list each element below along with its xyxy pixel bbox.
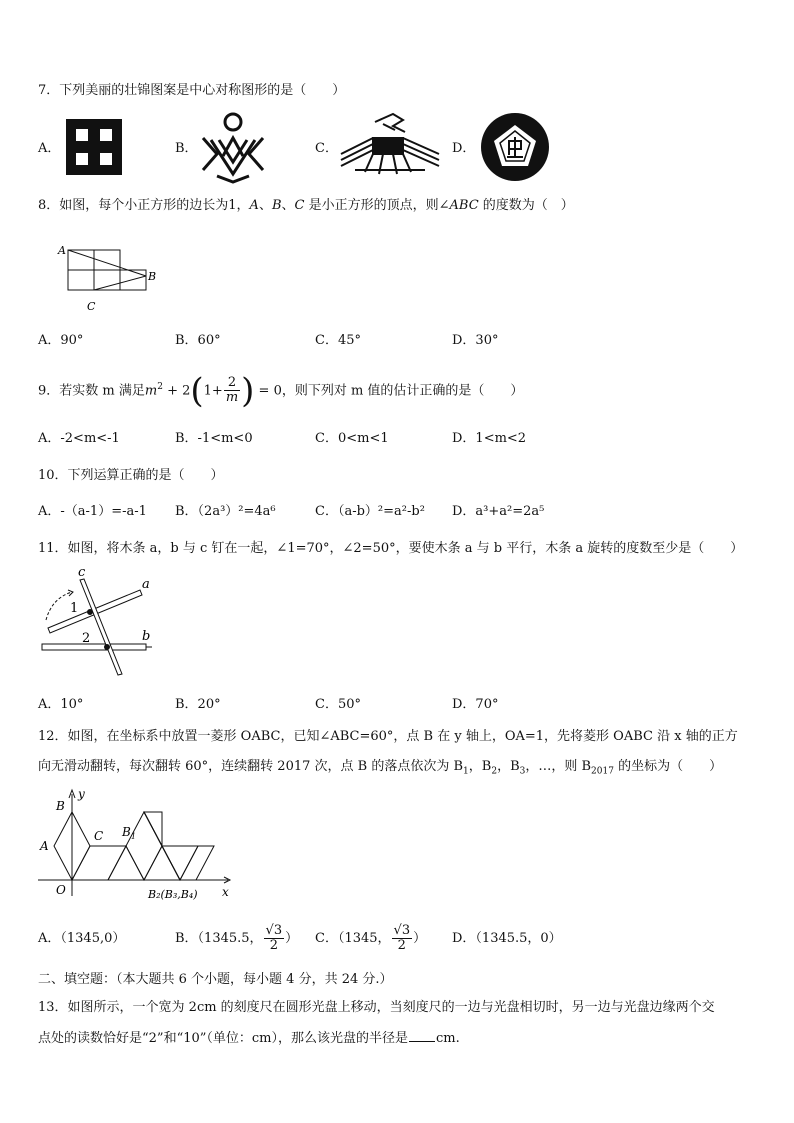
q11-option-b: B．20° <box>175 697 221 712</box>
q9-fraction <box>224 376 240 405</box>
q8-stem-suffix: 的度数为（ ） <box>478 198 574 213</box>
q12-sep2: ，B <box>497 759 520 774</box>
q12-fig-label-c: C <box>94 829 104 843</box>
q13-line2-prefix: 点处的读数恰好是“2”和“10”（单位：cm），那么该光盘的半径是 <box>38 1031 409 1046</box>
q12-line2-mid: ，…，则 B <box>525 759 592 774</box>
q9-plus-two: + 2 <box>162 383 191 399</box>
q12-sub1: 1 <box>463 766 469 777</box>
bird-pattern-icon <box>197 110 269 184</box>
q8-fig-label-c: C <box>87 300 96 313</box>
q9-stem-suffix: ，则下列对 m 值的估计正确的是（ ） <box>281 383 524 399</box>
q9-left-paren: ( <box>190 370 204 411</box>
q8-option-c: C．45° <box>315 333 361 348</box>
q12-option-c-num: √3 <box>393 923 411 938</box>
q10-stem: 10．下列运算正确的是（ ） <box>38 468 224 483</box>
section-heading-fill-in: 二、填空题：（本大题共 6 个小题，每小题 4 分，共 24 分.） <box>38 972 393 987</box>
q8-option-a: A．90° <box>38 333 84 348</box>
q12-option-c-fraction <box>392 924 413 953</box>
q12-stem-line1: 12．如图，在坐标系中放置一菱形 OABC，已知∠ABC=60°，点 B 在 y 轴上，OA=1，先将菱形 OABC 沿 x 轴的正方 <box>38 729 738 744</box>
q13-stem-line1: 13．如图所示，一个宽为 2cm 的刻度尺在圆形光盘上移动，当刻度尺的一边与光盘相切时，另一边与光盘边缘两个交 <box>38 1000 715 1015</box>
q8-option-b: B．60° <box>175 333 221 348</box>
q11-fig-label-2: 2 <box>82 631 91 646</box>
q11-fig-label-c: c <box>78 566 86 580</box>
q11-option-a: A．10° <box>38 697 84 712</box>
q11-fig-label-b: b <box>142 629 151 644</box>
q12-sub3: 3 <box>519 766 526 777</box>
q10-option-b: B．（2a³）²=4a⁶ <box>175 504 276 519</box>
q12-sep1: ，B <box>468 759 492 774</box>
q8-fig-label-a: A <box>58 244 66 257</box>
q9-option-d: D．1<m<2 <box>452 431 527 446</box>
q11-option-c: C．50° <box>315 697 361 712</box>
q7-stem: 7．下列美丽的壮锦图案是中心对称图形的是（ ） <box>38 83 346 98</box>
q12-option-d: D．（1345.5，0） <box>452 931 562 946</box>
q11-wood-strips-figure <box>36 566 156 681</box>
q12-fig-label-o: O <box>56 883 66 897</box>
q12-option-b-prefix: B．（1345.5， <box>175 931 263 946</box>
q12-fig-label-b: B <box>56 799 65 813</box>
q8-sep1: 、 <box>258 198 272 213</box>
q9-one-plus: 1+ <box>203 383 223 399</box>
q12-option-c-close: ） <box>413 931 427 946</box>
q9-option-b: B．-1<m<0 <box>175 431 253 446</box>
q12-option-b-den: 2 <box>269 938 278 953</box>
q9-option-a: A．-2<m<-1 <box>38 431 120 446</box>
q9-right-paren: ) <box>241 370 255 411</box>
q9-var-m: m <box>144 383 158 399</box>
q9-stem-prefix: 9．若实数 m 满足 <box>38 383 145 399</box>
q9-equals-zero: = 0 <box>254 383 282 399</box>
q12-stem-line2 <box>38 758 722 781</box>
q7-option-a-label: A． <box>38 141 61 156</box>
q12-line2-prefix: 向无滑动翻转，每次翻转 60°，连续翻转 2017 次，点 B 的落点依次为 B <box>38 759 464 774</box>
q7-option-d-label: D． <box>452 141 476 156</box>
q10-option-c: C．（a-b）²=a²-b² <box>315 504 425 519</box>
q12-option-b-num: √3 <box>265 923 283 938</box>
q11-fig-label-1: 1 <box>70 601 79 616</box>
q10-option-d: D．a³+a²=2a⁵ <box>452 504 545 519</box>
q8-option-d: D．30° <box>452 333 499 348</box>
q8-stem-prefix: 8．如图，每个小正方形的边长为1， <box>38 198 250 213</box>
q12-sub2: 2 <box>491 766 498 777</box>
bird-stairs-pattern-icon <box>335 110 445 180</box>
q10-option-a: A．-（a-1）=-a-1 <box>38 504 147 519</box>
q13-answer-blank[interactable] <box>409 1029 435 1042</box>
q13-stem-line2 <box>38 1029 460 1048</box>
q12-line2-suffix: 的坐标为（ ） <box>613 759 723 774</box>
q13-line2-suffix: cm. <box>436 1031 460 1046</box>
q7-option-b-label: B． <box>175 141 198 156</box>
q12-sub2017: 2017 <box>591 766 614 777</box>
q8-angle-abc: ABC <box>449 198 479 213</box>
q9-frac-den: m <box>225 390 239 406</box>
q7-option-c-label: C． <box>315 141 338 156</box>
q12-option-b-fraction <box>264 924 285 953</box>
swastika-pattern-icon <box>62 115 126 179</box>
q11-option-d: D．70° <box>452 697 499 712</box>
q8-stem <box>38 197 574 215</box>
q9-frac-num: 2 <box>224 376 240 391</box>
q8-point-a: A <box>249 198 259 213</box>
q12-fig-label-x: x <box>222 885 229 899</box>
q8-fig-label-b: B <box>148 270 157 283</box>
q12-option-c-prefix: C．（1345， <box>315 931 391 946</box>
q12-option-b-close: ） <box>285 931 299 946</box>
q12-fig-label-b1: $B_1$ <box>122 825 136 841</box>
q11-fig-label-a: a <box>142 577 150 592</box>
q11-stem: 11．如图，将木条 a，b 与 c 钉在一起，∠1=70°，∠2=50°，要使木条 a 与 b 平行，木条 a 旋转的度数至少是（ ） <box>38 541 744 556</box>
q12-option-c-den: 2 <box>397 938 406 953</box>
q12-option-b <box>175 918 298 960</box>
q9-stem <box>38 368 523 410</box>
q12-fig-label-a: A <box>40 839 49 853</box>
circle-pattern-icon <box>479 111 551 183</box>
q8-sep2: 、 <box>281 198 295 213</box>
q12-fig-label-y: y <box>78 787 85 801</box>
q12-fig-label-b2: B₂(B₃,B₄) <box>148 888 198 901</box>
q8-point-b: B <box>271 198 282 213</box>
q12-option-c <box>315 918 426 960</box>
q8-stem-mid: 是小正方形的顶点，则∠ <box>304 198 450 213</box>
q8-point-c: C <box>294 198 305 213</box>
q12-rhombus-figure <box>34 786 234 904</box>
q9-exponent: 2 <box>157 382 163 392</box>
q9-option-c: C．0<m<1 <box>315 431 389 446</box>
q8-grid-figure <box>55 240 165 318</box>
q12-option-a: A．（1345,0） <box>38 931 126 946</box>
